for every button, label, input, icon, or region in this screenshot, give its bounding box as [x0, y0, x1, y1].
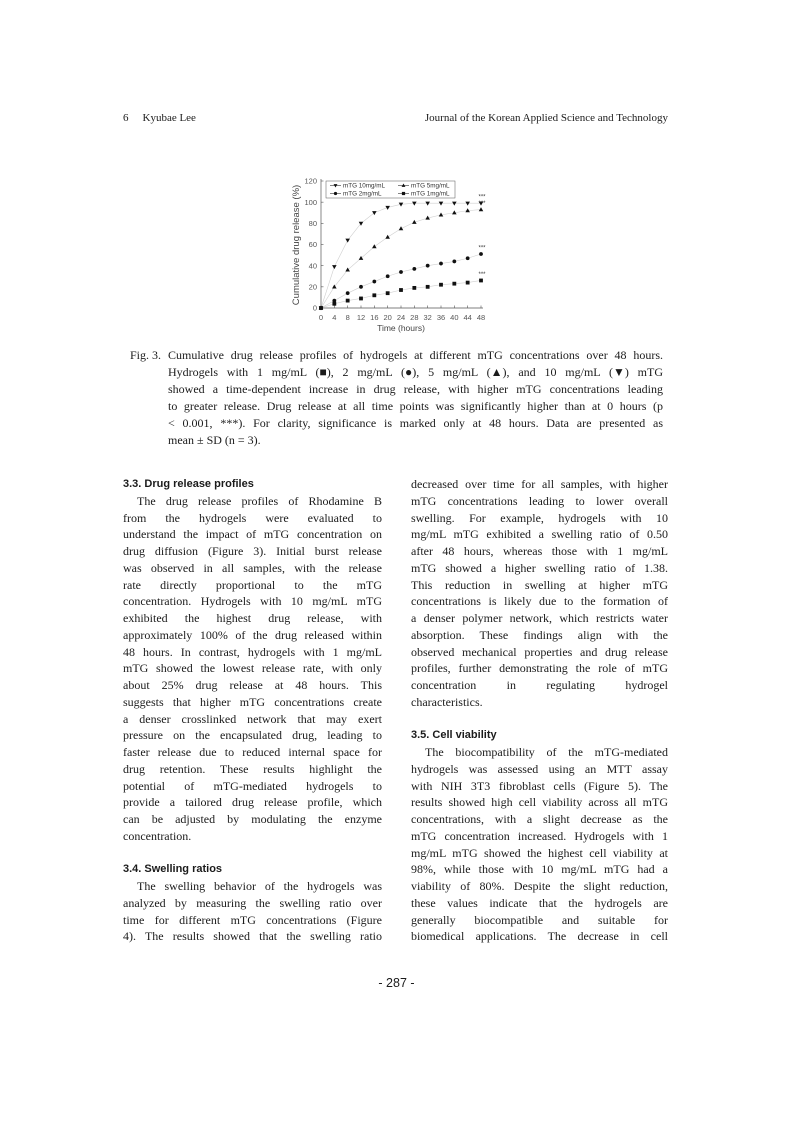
x-tick-label: 40 [450, 313, 459, 322]
text-line: The drug release profiles of Rhodamine B [137, 493, 382, 508]
data-point-mtg-2mg-ml [359, 285, 363, 289]
data-point-mtg-1mg-ml [466, 281, 470, 285]
data-point-mtg-1mg-ml [332, 302, 336, 306]
trend-line-mtg-5mg-ml [321, 210, 481, 308]
paragraph [411, 744, 668, 945]
y-tick-label: 80 [308, 218, 317, 228]
paragraph [123, 493, 382, 845]
data-point-mtg-2mg-ml [372, 280, 376, 284]
text-line: swelling. For example, hydrogels with 10 [411, 510, 668, 525]
text-line: a denser crosslinked network that may exert [123, 711, 382, 726]
text-line: about 25% drug release at 48 hours. This [123, 678, 382, 692]
x-tick-label: 28 [410, 313, 419, 322]
text-line: understand the impact of mTG concentration on [123, 527, 382, 542]
data-point-mtg-1mg-ml [372, 293, 376, 297]
text-line: exhibited the highest drug release, with [123, 611, 382, 625]
text-line: with NIH 3T3 fibroblast cells (Figure 5). The [411, 778, 668, 793]
text-line: mTG showed a higher swelling ratio of 1.38. [411, 560, 668, 575]
text-line: suggests that higher mTG concentrations create [123, 694, 382, 709]
data-point-mtg-10mg-ml [465, 202, 470, 206]
figure-label: Fig. 3. [130, 348, 162, 362]
data-point-mtg-5mg-ml [385, 235, 390, 239]
data-point-mtg-2mg-ml [386, 274, 390, 278]
x-tick-label: 24 [396, 313, 406, 322]
text-line: approximately 100% of the drug released within [123, 627, 382, 642]
data-point-mtg-2mg-ml [479, 252, 483, 256]
text-line: provide a tailored drug release profile, which [123, 795, 382, 810]
trend-line-mtg-2mg-ml [321, 254, 481, 308]
text-line: concentrations, with a slight decrease as the [411, 812, 668, 826]
caption-line: Cumulative drug release profiles of hydrogels at different mTG concentrations over 48 hours. [168, 348, 663, 362]
text-line: can be adjusted by modulating the enzyme [123, 812, 382, 826]
data-point-mtg-2mg-ml [426, 264, 430, 268]
x-tick-label: 8 [345, 313, 350, 322]
text-line: concentration. [123, 828, 192, 843]
data-point-mtg-2mg-ml [399, 270, 403, 274]
right-column [411, 476, 668, 945]
text-line: a denser polymer network, which restricts water [411, 611, 668, 625]
text-line: concentrations is likely due to the formation of [411, 594, 668, 609]
text-line: decreased over time for all samples, with higher [411, 477, 668, 491]
text-line: absorption. These findings align with the [411, 627, 668, 642]
text-line: observed mechanical properties and drug release [411, 644, 668, 659]
caption-line: showed a time-dependent increase in drug release, with higher mTG concentrations leading [168, 382, 663, 396]
legend-label: mTG 2mg/mL [343, 190, 382, 198]
section-heading: 3.5. Cell viability [411, 729, 497, 742]
text-line: characteristics. [411, 694, 483, 709]
text-line: mg/mL mTG showed the highest cell viability at [411, 845, 668, 860]
x-tick-label: 4 [332, 313, 337, 322]
y-tick-label: 0 [312, 303, 317, 313]
section-heading: 3.3. Drug release profiles [123, 478, 254, 490]
header-page-number: 6 [123, 112, 129, 124]
paragraph [411, 476, 668, 711]
text-line: concentration. Hydrogels with 10 mg/mL mTG [123, 594, 382, 609]
text-line: faster release due to reduced internal space for [123, 745, 382, 759]
x-tick-label: 48 [476, 313, 486, 322]
text-line: from the hydrogels were evaluated to [123, 510, 382, 525]
left-column [123, 476, 382, 945]
data-point-mtg-1mg-ml [399, 288, 403, 292]
text-line: after 48 hours, whereas those with 1 mg/mL [411, 544, 668, 558]
text-line: hydrogels was assessed using an MTT assay [411, 761, 668, 776]
y-tick-label: 120 [304, 176, 317, 186]
significance-marker: *** [478, 271, 486, 278]
y-tick-label: 60 [308, 240, 317, 250]
significance-marker: *** [478, 201, 486, 208]
text-line: mTG showed the lowest release rate, with only [123, 661, 382, 676]
text-line: results showed high cell viability across all mTG [411, 795, 668, 810]
legend-label: mTG 1mg/mL [411, 190, 450, 198]
running-header-journal: Journal of the Korean Applied Science and Technology [424, 112, 668, 124]
legend-label: mTG 10mg/mL [343, 182, 385, 190]
data-point-mtg-10mg-ml [345, 239, 350, 243]
data-point-mtg-1mg-ml [439, 283, 443, 287]
page-footer-number: - 287 - [378, 976, 415, 990]
text-line: drug diffusion (Figure 3). Initial burst release [123, 544, 382, 558]
text-line: was observed in all samples, with the release [123, 560, 382, 575]
figure-caption [130, 347, 663, 449]
y-axis-label: Cumulative drug release (%) [291, 184, 302, 306]
caption-line: mean ± SD (n = 3). [168, 433, 261, 447]
legend-marker-mtg-1mg-ml [402, 192, 405, 195]
text-line: analyzed by measuring the swelling ratio over [123, 895, 382, 910]
data-point-mtg-10mg-ml [332, 265, 337, 269]
data-point-mtg-1mg-ml [479, 279, 483, 283]
data-point-mtg-1mg-ml [319, 306, 323, 310]
text-line: viability of 80%. Despite the slight reduction, [411, 879, 668, 893]
text-line: mTG concentrations leading to lower overall [411, 493, 668, 508]
text-line: The swelling behavior of the hydrogels was [137, 879, 382, 893]
trend-line-mtg-1mg-ml [321, 280, 481, 308]
data-point-mtg-5mg-ml [372, 244, 377, 248]
x-tick-label: 36 [436, 313, 446, 322]
data-point-mtg-1mg-ml [426, 285, 430, 289]
data-point-mtg-2mg-ml [466, 256, 470, 260]
text-line: potential of mTG-mediated hydrogels to [123, 778, 382, 793]
header-author: Kyubae Lee [142, 112, 196, 124]
data-point-mtg-1mg-ml [359, 297, 363, 301]
data-point-mtg-10mg-ml [425, 202, 430, 206]
x-tick-label: 16 [370, 313, 379, 322]
legend-label: mTG 5mg/mL [411, 182, 450, 190]
text-line: The biocompatibility of the mTG-mediated [425, 745, 668, 759]
trend-line-mtg-10mg-ml [321, 203, 481, 308]
text-line: 48 hours. In contrast, hydrogels with 1 mg/mL [123, 644, 382, 659]
text-line: concentration in regulating hydrogel [411, 678, 668, 692]
data-point-mtg-1mg-ml [386, 291, 390, 295]
caption-line: Hydrogels with 1 mg/mL (■), 2 mg/mL (●), 5 mg/mL (▲), and 10 mg/mL (▼) mTG [168, 365, 663, 379]
x-tick-label: 32 [423, 313, 432, 322]
data-point-mtg-5mg-ml [399, 226, 404, 230]
drug-release-chart [280, 170, 500, 342]
data-point-mtg-1mg-ml [346, 299, 350, 303]
text-line: biomedical applications. The decrease in cell [411, 929, 668, 944]
x-tick-label: 12 [356, 313, 366, 322]
caption-line: to greater release. Drug release at all time points was significantly higher than at 0 hours (p [168, 399, 663, 413]
data-point-mtg-2mg-ml [412, 267, 416, 271]
text-line: pressure on the encapsulated drug, leading to [123, 728, 382, 743]
x-tick-label: 0 [318, 313, 324, 322]
data-point-mtg-10mg-ml [452, 202, 457, 206]
text-line: mg/mL mTG exhibited a swelling ratio of 0.50 [411, 527, 668, 542]
significance-marker: *** [478, 194, 486, 201]
data-point-mtg-10mg-ml [372, 211, 377, 215]
running-header-left [123, 111, 196, 125]
paragraph [123, 878, 382, 945]
data-point-mtg-10mg-ml [439, 202, 444, 206]
text-line: 98%, while those with 10 mg/mL mTG had a [411, 862, 668, 877]
y-tick-label: 20 [308, 282, 317, 292]
data-point-mtg-2mg-ml [346, 291, 350, 295]
significance-marker: *** [478, 245, 486, 252]
x-tick-label: 20 [383, 313, 392, 322]
legend-marker-mtg-2mg-ml [334, 192, 337, 195]
x-tick-label: 44 [463, 313, 472, 322]
text-line: drug retention. These results highlight the [123, 761, 382, 776]
y-tick-label: 40 [308, 261, 317, 271]
text-line: these values indicate that the hydrogels are [411, 895, 668, 910]
text-line: mTG concentration increased. Hydrogels with 1 [411, 828, 668, 843]
data-point-mtg-5mg-ml [479, 207, 484, 211]
text-line: profiles, further demonstrating the role of mTG [411, 661, 668, 676]
data-point-mtg-1mg-ml [452, 282, 456, 286]
data-point-mtg-2mg-ml [439, 262, 443, 266]
caption-line: < 0.001, ***). For clarity, significance is marked only at 48 hours. Data are presented as [168, 416, 663, 430]
text-line: time for different mTG concentrations (Figure [123, 912, 382, 927]
x-axis-label: Time (hours) [377, 323, 425, 333]
data-point-mtg-2mg-ml [452, 260, 456, 264]
text-line: This reduction in swelling at higher mTG [411, 577, 668, 592]
text-line: rate directly proportional to the mTG [123, 577, 382, 592]
section-heading: 3.4. Swelling ratios [123, 863, 223, 876]
y-tick-label: 100 [304, 197, 317, 207]
data-point-mtg-1mg-ml [412, 286, 416, 290]
text-line: generally biocompatible and suitable for [411, 912, 668, 927]
text-line: 4). The results showed that the swelling ratio [123, 929, 382, 944]
